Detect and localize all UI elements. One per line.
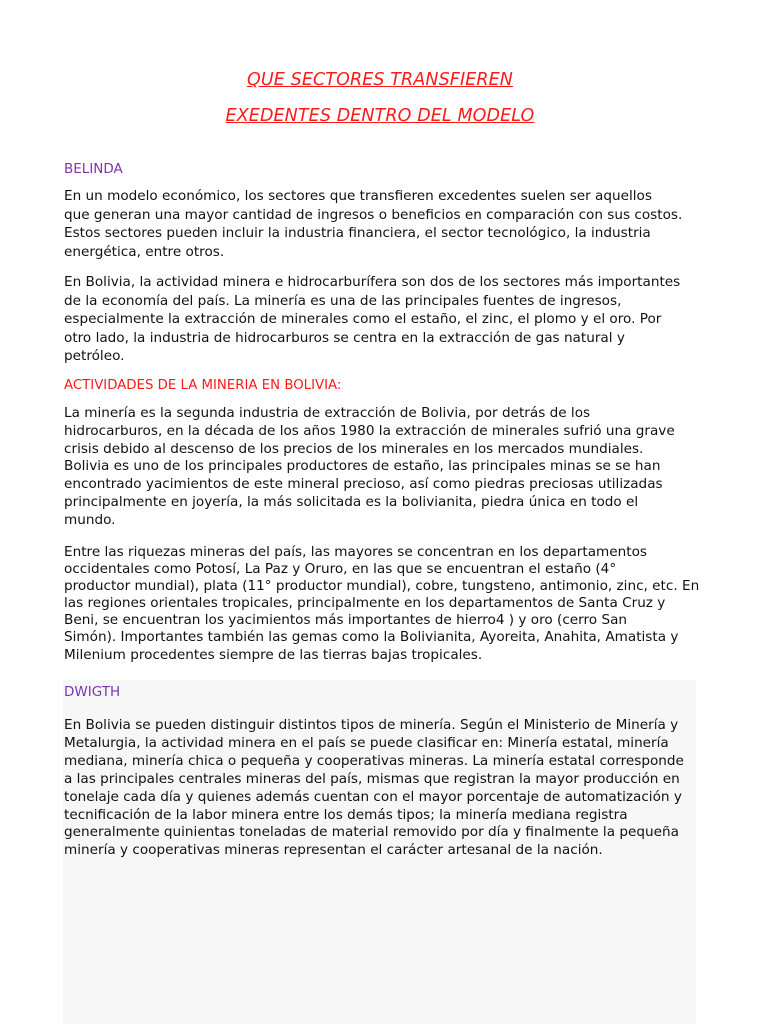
document-title bbox=[0, 62, 760, 134]
paragraph-mineria-industria: La minería es la segunda industria de extracción de Bolivia, por detrás de los hidrocarburos, en la década de los años 1980 la extracción de minerales sufrió una grave crisis debido al descenso de los precios de los minerales en los mercados mundiales. Bolivia es uno de los principales productores de estaño, las principales minas se se han encontrado yacimientos de este mineral precioso, así como piedras preciosas utilizadas principalmente en joyería, la más solicitada es la bolivianita, piedra única en todo el mundo. bbox=[64, 405, 675, 528]
paragraph-tipos-mineria: En Bolivia se pueden distinguir distintos tipos de minería. Según el Ministerio de Minería y Metalurgia, la actividad minera en el país se puede clasificar en: Minería estatal, minería mediana, minería chica o pequeña y cooperativas mineras. La minería estatal corresponde a las principales centrales mineras del país, mismas que registran la mayor producción en tonelaje cada día y quienes además cuentan con el mayor porcentaje de automatización y tecnificación de la labor minera entre los demás tipos; la minería mediana registra generalmente quinientas toneladas de material removido por día y finalmente la pequeña minería y cooperativas mineras representan el carácter artesanal de la nación. bbox=[64, 717, 684, 859]
title-line-2: EXEDENTES DENTRO DEL MODELO bbox=[225, 106, 535, 126]
title-line-1: QUE SECTORES TRANSFIEREN bbox=[247, 70, 513, 90]
paragraph-riquezas-mineras: Entre las riquezas mineras del país, las mayores se concentran en los departamentos occidentales como Potosí, La Paz y Oruro, en las que se encuentran el estaño (4° productor mundial), plata (11° productor mundial), cobre, tungsteno, antimonio, zinc, etc. En las regiones orientales tropicales, principalmente en los departamentos de Santa Cruz y Beni, se encuentran los yacimientos más importantes de hierro4 ) y oro (cerro San Simón). Importantes también las gemas como la Bolivianita, Ayoreita, Anahita, Amatista y Milenium procedentes siempre de las tierras bajas tropicales. bbox=[64, 544, 700, 663]
paragraph-sectores-excedentes: En un modelo económico, los sectores que transfieren excedentes suelen ser aquellos que generan una mayor cantidad de ingresos o beneficios en comparación con sus costos. Estos sectores pueden incluir la industria financiera, el sector tecnológico, la industria energética, entre otros. bbox=[64, 188, 683, 260]
paragraph-bolivia-sectores: En Bolivia, la actividad minera e hidrocarburífera son dos de los sectores más importantes de la economía del país. La minería es una de las principales fuentes de ingresos, especialmente la extracción de minerales como el estaño, el zinc, el plomo y el oro. Por otro lado, la industria de hidrocarburos se centra en la extracción de gas natural y petróleo. bbox=[64, 274, 681, 365]
author-label-belinda: BELINDA bbox=[64, 161, 123, 177]
author-label-dwigth: DWIGTH bbox=[64, 684, 121, 700]
section-heading-mineria: ACTIVIDADES DE LA MINERIA EN BOLIVIA: bbox=[64, 378, 342, 393]
